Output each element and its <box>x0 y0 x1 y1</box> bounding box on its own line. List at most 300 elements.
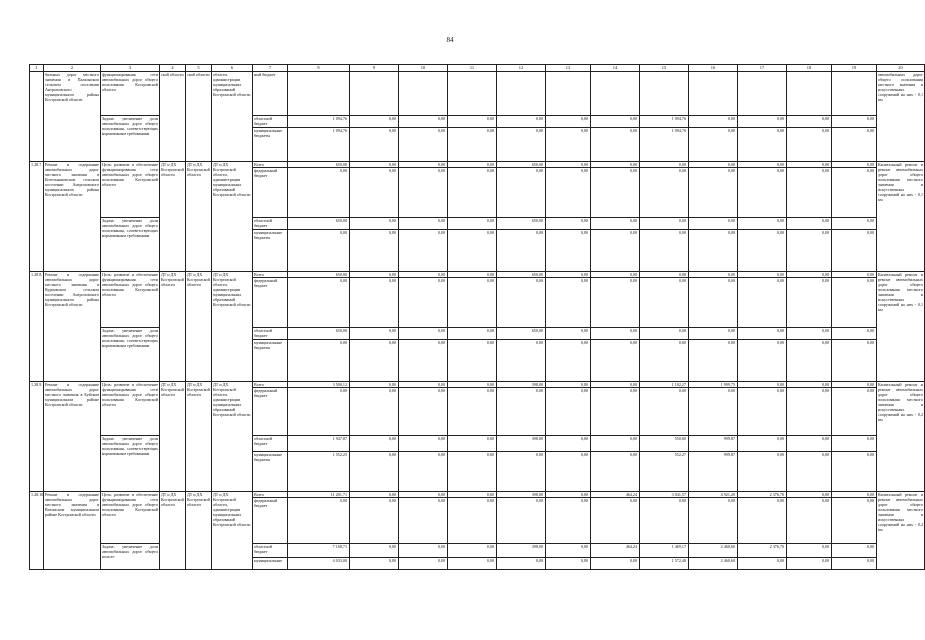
value-cell: 0,00 <box>640 218 689 230</box>
value-cell: 999,87 <box>689 452 738 492</box>
value-cell <box>689 72 738 116</box>
funding-source: Всего <box>253 382 288 388</box>
table-row <box>30 72 925 116</box>
responsible-1: ской области <box>160 72 186 162</box>
value-cell: 0,00 <box>689 128 738 162</box>
header-cell: 5 <box>186 65 212 72</box>
value-cell: 0,00 <box>448 498 497 544</box>
value-cell: 0,00 <box>350 272 399 278</box>
header-cell: 17 <box>738 65 787 72</box>
value-cell: 0,00 <box>640 272 689 278</box>
value-cell: 0,00 <box>787 558 832 570</box>
value-cell: 0,00 <box>787 388 832 436</box>
value-cell: 3 041,57 <box>640 492 689 498</box>
funding-source: Всего <box>253 492 288 498</box>
executor: области, администрации муниципальных образований Костромской области <box>212 72 253 162</box>
expected-result: Капитальный ремонт и ремонт автомобильных дорог общего пользования местного значения и искусственных сооружений на них - 0,1 км <box>877 272 925 382</box>
value-cell: 0,00 <box>738 168 787 218</box>
executor: ДТ и ДХ Костромской области, администрации муниципальных образований Костромской области <box>212 492 253 570</box>
value-cell: 1 094,76 <box>640 128 689 162</box>
value-cell: 0,00 <box>640 162 689 168</box>
value-cell: 0,00 <box>546 492 591 498</box>
value-cell: 0,00 <box>832 382 877 388</box>
measure-name: Ремонт и содержание автомобильных дорог местного значения в Котельниковском сельском поселении Антроповского муниципального района Костромской области <box>44 162 101 272</box>
value-cell: 0,00 <box>350 544 399 558</box>
value-cell: 0,00 <box>399 328 448 340</box>
funding-source: федеральный бюджет <box>253 168 288 218</box>
value-cell: 0,00 <box>738 272 787 278</box>
value-cell: 0,00 <box>832 168 877 218</box>
value-cell: 0,00 <box>591 278 640 328</box>
value-cell: 0,00 <box>546 128 591 162</box>
funding-source: областной бюджет <box>253 116 288 128</box>
value-cell: 0,00 <box>448 382 497 388</box>
value-cell: 0,00 <box>689 168 738 218</box>
value-cell: 0,00 <box>689 272 738 278</box>
value-cell: 0,00 <box>448 218 497 230</box>
value-cell: 0,00 <box>832 452 877 492</box>
value-cell: 0,00 <box>689 162 738 168</box>
value-cell: 0,00 <box>497 388 546 436</box>
value-cell: 0,00 <box>399 162 448 168</box>
value-cell: 0,00 <box>787 128 832 162</box>
value-cell: 0,00 <box>591 128 640 162</box>
funding-source: областной бюджет <box>253 218 288 230</box>
value-cell: 0,00 <box>399 492 448 498</box>
funding-source: Всего <box>253 272 288 278</box>
value-cell: 0,00 <box>350 452 399 492</box>
expected-result: Капитальный ремонт и ремонт автомобильных дорог общего пользования местного значения и искусственных сооружений на них - 0,2 км <box>877 382 925 492</box>
value-cell: 0,00 <box>787 328 832 340</box>
value-cell: 4 921,20 <box>689 492 738 498</box>
value-cell: 0,00 <box>591 340 640 382</box>
value-cell: 0,00 <box>399 498 448 544</box>
header-cell: 16 <box>689 65 738 72</box>
value-cell: 0,00 <box>448 558 497 570</box>
value-cell: 1 572,40 <box>640 558 689 570</box>
value-cell: 0,00 <box>350 128 399 162</box>
header-cell: 20 <box>877 65 925 72</box>
value-cell: 0,00 <box>399 388 448 436</box>
value-cell: 0,00 <box>546 162 591 168</box>
executor: ДТ и ДХ Костромской области, администрации муниципальных образований Костромской области <box>212 272 253 382</box>
measure-name: бильных дорог местного значения в Палкинском сельском поселении Антроповского муниципального района Костромской области <box>44 72 101 162</box>
value-cell: 0,00 <box>787 218 832 230</box>
value-cell: 0,00 <box>591 218 640 230</box>
value-cell: 0,00 <box>350 340 399 382</box>
value-cell: 650,00 <box>288 162 350 168</box>
value-cell: 0,00 <box>787 436 832 452</box>
value-cell: 0,00 <box>832 328 877 340</box>
value-cell: 0,00 <box>689 498 738 544</box>
funding-source: ный бюджет <box>253 72 288 116</box>
value-cell: 464,24 <box>591 544 640 558</box>
value-cell: 650,00 <box>497 328 546 340</box>
value-cell <box>546 72 591 116</box>
value-cell: 0,00 <box>350 492 399 498</box>
header-row <box>30 65 925 72</box>
funding-source: областной бюджет <box>253 544 288 558</box>
value-cell: 0,00 <box>546 544 591 558</box>
value-cell: 0,00 <box>787 230 832 272</box>
value-cell: 0,00 <box>591 558 640 570</box>
header-cell: 15 <box>640 65 689 72</box>
value-cell: 0,00 <box>448 544 497 558</box>
value-cell: 0,00 <box>546 272 591 278</box>
row-code <box>30 72 44 162</box>
funding-source: федеральный бюджет <box>253 498 288 544</box>
value-cell: 0,00 <box>546 340 591 382</box>
header-cell: 9 <box>350 65 399 72</box>
measure-task: Задача: увеличение доли автомобильных дорог общего пользования, соответствующих нормативным требованиям <box>101 116 160 162</box>
measure-target: Цель: развитие и обеспечение функционирования сети автомобильных дорог общего пользования Костромской области <box>101 382 160 436</box>
expected-result: Капитальный ремонт и ремонт автомобильных дорог общего пользования местного значения и искусственных сооружений на них - 0,2 км <box>877 492 925 570</box>
header-cell: 6 <box>212 65 253 72</box>
value-cell: 0,00 <box>350 328 399 340</box>
value-cell: 0,00 <box>448 128 497 162</box>
value-cell: 0,00 <box>497 230 546 272</box>
value-cell: 0,00 <box>399 218 448 230</box>
value-cell: 0,00 <box>640 498 689 544</box>
funding-source: областной бюджет <box>253 328 288 340</box>
responsible-2: ДТ и ДХ Костромской области <box>186 272 212 382</box>
value-cell: 0,00 <box>832 498 877 544</box>
value-cell: 0,00 <box>591 328 640 340</box>
value-cell: 2 376,70 <box>738 492 787 498</box>
value-cell: 0,00 <box>832 492 877 498</box>
responsible-1: ДТ и ДХ Костромской области <box>160 162 186 272</box>
value-cell: 11 201,71 <box>288 492 350 498</box>
measure-target: Цель: развитие и обеспечение функционирования сети автомобильных дорог общего пользования Костромской области <box>101 492 160 544</box>
value-cell: 0,00 <box>448 492 497 498</box>
value-cell: 0,00 <box>350 382 399 388</box>
expected-result: Капитальный ремонт и ремонт автомобильных дорог общего пользования местного значения и искусственных сооружений на них - 0,1 км <box>877 162 925 272</box>
measure-task: Задача: увеличение доли автомобильных дорог общего пользования, соответствующих нормативным требованиям <box>101 218 160 272</box>
value-cell: 0,00 <box>832 558 877 570</box>
value-cell: 0,00 <box>399 436 448 452</box>
header-cell: 7 <box>253 65 288 72</box>
measure-target: функционирования сети автомобильных дорог общего пользования Костромской области <box>101 72 160 116</box>
header-cell: 14 <box>591 65 640 72</box>
responsible-2: ДТ и ДХ Костромской области <box>186 162 212 272</box>
row-code: 1.28.7. <box>30 162 44 272</box>
value-cell: 0,00 <box>448 230 497 272</box>
value-cell: 0,00 <box>832 116 877 128</box>
value-cell: 0,00 <box>350 218 399 230</box>
value-cell: 0,00 <box>832 388 877 436</box>
responsible-1: ДТ и ДХ Костромской области <box>160 492 186 570</box>
value-cell: 0,00 <box>399 382 448 388</box>
header-cell: 4 <box>160 65 186 72</box>
value-cell: 0,00 <box>591 382 640 388</box>
executor: ДТ и ДХ Костромской области, администрации муниципальных образований Костромской области <box>212 382 253 492</box>
value-cell: 0,00 <box>546 436 591 452</box>
funding-source: федеральный бюджет <box>253 278 288 328</box>
header-cell: 8 <box>288 65 350 72</box>
value-cell: 0,00 <box>399 278 448 328</box>
value-cell: 0,00 <box>591 452 640 492</box>
value-cell: 0,00 <box>738 382 787 388</box>
value-cell: 0,00 <box>832 278 877 328</box>
value-cell: 0,00 <box>288 168 350 218</box>
funding-source: федеральный бюджет <box>253 388 288 436</box>
value-cell: 0,00 <box>350 116 399 128</box>
value-cell <box>350 72 399 116</box>
value-cell: 0,00 <box>738 218 787 230</box>
header-cell: 3 <box>101 65 160 72</box>
value-cell: 0,00 <box>787 382 832 388</box>
value-cell: 0,00 <box>350 388 399 436</box>
value-cell: 0,00 <box>787 492 832 498</box>
expected-result: автомобильных дорог общего пользования местного значения и искусственных сооружений на них - 0,1 км <box>877 72 925 162</box>
value-cell: 0,00 <box>787 340 832 382</box>
value-cell: 0,00 <box>640 388 689 436</box>
value-cell: 1 469,17 <box>640 544 689 558</box>
value-cell: 0,00 <box>288 340 350 382</box>
measure-name: Ремонт и содержание автомобильных дорог местного значения в Буйском муниципальном районе Костромской области <box>44 382 101 492</box>
value-cell: 464,24 <box>591 492 640 498</box>
value-cell: 0,00 <box>448 162 497 168</box>
value-cell <box>448 72 497 116</box>
value-cell: 0,00 <box>497 128 546 162</box>
value-cell: 0,00 <box>832 230 877 272</box>
value-cell <box>591 72 640 116</box>
funding-source: муниципальные <box>253 558 288 570</box>
value-cell: 0,00 <box>546 388 591 436</box>
value-cell: 0,00 <box>689 278 738 328</box>
value-cell: 0,00 <box>738 388 787 436</box>
header-cell: 13 <box>546 65 591 72</box>
value-cell: 0,00 <box>448 116 497 128</box>
responsible-2: ДТ и ДХ Костромской области <box>186 382 212 492</box>
value-cell: 0,00 <box>497 278 546 328</box>
funding-source: муниципальные бюджеты <box>253 128 288 162</box>
value-cell: 0,00 <box>787 162 832 168</box>
measure-task: Задача: увеличение доли автомобильных дорог общего пользо- <box>101 544 160 570</box>
value-cell: 0,00 <box>787 116 832 128</box>
row-code: 1.28.8. <box>30 272 44 382</box>
value-cell: 0,00 <box>288 498 350 544</box>
value-cell: 0,00 <box>546 116 591 128</box>
row-code: 1.28.10. <box>30 492 44 570</box>
value-cell: 0,00 <box>832 340 877 382</box>
value-cell: 0,00 <box>497 558 546 570</box>
value-cell: 3 500,12 <box>288 382 350 388</box>
value-cell: 1 999,75 <box>689 382 738 388</box>
value-cell: 0,00 <box>787 452 832 492</box>
value-cell: 0,00 <box>738 328 787 340</box>
value-cell: 1 094,76 <box>640 116 689 128</box>
value-cell: 0,00 <box>832 272 877 278</box>
value-cell: 650,00 <box>497 162 546 168</box>
value-cell: 0,00 <box>399 128 448 162</box>
value-cell: 650,00 <box>288 328 350 340</box>
value-cell: 650,00 <box>497 218 546 230</box>
value-cell: 0,00 <box>640 230 689 272</box>
value-cell: 7 168,71 <box>288 544 350 558</box>
value-cell: 0,00 <box>787 168 832 218</box>
value-cell: 0,00 <box>832 128 877 162</box>
value-cell: 0,00 <box>546 452 591 492</box>
value-cell: 0,00 <box>448 452 497 492</box>
funding-source: муниципальные бюджеты <box>253 230 288 272</box>
value-cell: 0,00 <box>832 436 877 452</box>
funding-source: муниципальные бюджеты <box>253 340 288 382</box>
value-cell: 0,00 <box>546 278 591 328</box>
value-cell: 0,00 <box>546 328 591 340</box>
value-cell: 550,00 <box>640 436 689 452</box>
funding-source: Всего <box>253 162 288 168</box>
value-cell: 0,00 <box>546 382 591 388</box>
value-cell: 0,00 <box>689 328 738 340</box>
value-cell: 0,00 <box>591 116 640 128</box>
value-cell <box>497 72 546 116</box>
value-cell: 1 947,87 <box>288 436 350 452</box>
value-cell: 0,00 <box>738 436 787 452</box>
value-cell: 398,00 <box>497 436 546 452</box>
value-cell: 0,00 <box>399 230 448 272</box>
value-cell: 0,00 <box>832 162 877 168</box>
value-cell: 552,27 <box>640 452 689 492</box>
value-cell: 0,00 <box>787 278 832 328</box>
value-cell: 0,00 <box>689 230 738 272</box>
value-cell: 2 376,70 <box>738 544 787 558</box>
value-cell: 0,00 <box>497 116 546 128</box>
value-cell <box>832 72 877 116</box>
value-cell: 0,00 <box>497 168 546 218</box>
funding-source: муниципальные бюджеты <box>253 452 288 492</box>
value-cell: 999,87 <box>689 436 738 452</box>
measure-target: Цель: развитие и обеспечение функционирования сети автомобильных дорог общего пользования Костромской области <box>101 162 160 218</box>
header-cell: 11 <box>448 65 497 72</box>
responsible-2: ДТ и ДХ Костромской области <box>186 492 212 570</box>
value-cell: 0,00 <box>350 436 399 452</box>
value-cell: 398,00 <box>497 544 546 558</box>
value-cell: 0,00 <box>350 498 399 544</box>
value-cell: 0,00 <box>448 168 497 218</box>
value-cell: 0,00 <box>448 328 497 340</box>
measure-name: Ремонт и содержание автомобильных дорог местного значения в Вохомском муниципальном районе Костромской области <box>44 492 101 570</box>
value-cell: 0,00 <box>591 498 640 544</box>
header-cell: 1 <box>30 65 44 72</box>
value-cell: 1 102,27 <box>640 382 689 388</box>
funding-source: областной бюджет <box>253 436 288 452</box>
value-cell: 0,00 <box>399 168 448 218</box>
value-cell <box>288 72 350 116</box>
budget-table <box>29 64 925 570</box>
value-cell <box>399 72 448 116</box>
value-cell: 0,00 <box>350 558 399 570</box>
measure-target: Цель: развитие и обеспечение функционирования сети автомобильных дорог общего пользования Костромской области <box>101 272 160 328</box>
value-cell: 0,00 <box>399 558 448 570</box>
header-cell: 19 <box>832 65 877 72</box>
value-cell: 0,00 <box>288 388 350 436</box>
value-cell: 0,00 <box>738 452 787 492</box>
value-cell: 0,00 <box>689 340 738 382</box>
value-cell: 0,00 <box>640 328 689 340</box>
value-cell: 0,00 <box>288 230 350 272</box>
value-cell: 1 094,76 <box>288 116 350 128</box>
value-cell: 0,00 <box>738 498 787 544</box>
value-cell: 0,00 <box>399 340 448 382</box>
responsible-1: ДТ и ДХ Костромской области <box>160 272 186 382</box>
value-cell: 0,00 <box>738 278 787 328</box>
value-cell: 2 460,60 <box>689 544 738 558</box>
value-cell <box>787 72 832 116</box>
value-cell: 0,00 <box>787 498 832 544</box>
value-cell: 0,00 <box>448 278 497 328</box>
value-cell: 0,00 <box>497 452 546 492</box>
value-cell: 0,00 <box>738 558 787 570</box>
value-cell: 0,00 <box>738 340 787 382</box>
value-cell: 0,00 <box>689 388 738 436</box>
value-cell <box>738 72 787 116</box>
value-cell: 0,00 <box>591 388 640 436</box>
value-cell: 0,00 <box>640 278 689 328</box>
header-cell: 10 <box>399 65 448 72</box>
responsible-1: ДТ и ДХ Костромской области <box>160 382 186 492</box>
value-cell: 398,00 <box>497 382 546 388</box>
value-cell: 650,00 <box>497 272 546 278</box>
value-cell: 1 552,25 <box>288 452 350 492</box>
value-cell: 0,00 <box>640 168 689 218</box>
value-cell: 0,00 <box>350 168 399 218</box>
value-cell: 0,00 <box>689 116 738 128</box>
value-cell: 0,00 <box>350 278 399 328</box>
value-cell: 650,00 <box>288 272 350 278</box>
value-cell: 0,00 <box>448 388 497 436</box>
measure-task: Задача: увеличение доли автомобильных дорог общего пользования, соответствующих нормативным требованиям <box>101 436 160 492</box>
value-cell: 0,00 <box>546 498 591 544</box>
value-cell: 4 033,00 <box>288 558 350 570</box>
value-cell: 0,00 <box>546 558 591 570</box>
value-cell: 0,00 <box>689 218 738 230</box>
value-cell: 0,00 <box>448 436 497 452</box>
value-cell: 398,00 <box>497 492 546 498</box>
responsible-2: ской области <box>186 72 212 162</box>
value-cell: 0,00 <box>787 272 832 278</box>
value-cell <box>640 72 689 116</box>
measure-task: Задача: увеличение доли автомобильных дорог общего пользования, соответствующих нормативным требованиям <box>101 328 160 382</box>
value-cell: 0,00 <box>591 436 640 452</box>
value-cell: 0,00 <box>832 544 877 558</box>
value-cell: 0,00 <box>738 116 787 128</box>
value-cell: 0,00 <box>288 278 350 328</box>
value-cell: 0,00 <box>591 272 640 278</box>
measure-name: Ремонт и содержание автомобильных дорог местного значения в Курновском сельском поселении Антроповского муниципального района Костромской области <box>44 272 101 382</box>
value-cell: 0,00 <box>738 128 787 162</box>
value-cell: 0,00 <box>399 544 448 558</box>
value-cell: 0,00 <box>399 116 448 128</box>
header-cell: 18 <box>787 65 832 72</box>
value-cell: 0,00 <box>399 452 448 492</box>
value-cell: 0,00 <box>448 272 497 278</box>
value-cell: 0,00 <box>591 168 640 218</box>
value-cell: 0,00 <box>448 340 497 382</box>
header-cell: 12 <box>497 65 546 72</box>
value-cell: 0,00 <box>546 230 591 272</box>
value-cell: 0,00 <box>640 340 689 382</box>
value-cell: 0,00 <box>738 230 787 272</box>
value-cell: 0,00 <box>738 162 787 168</box>
value-cell: 0,00 <box>399 272 448 278</box>
value-cell: 0,00 <box>350 162 399 168</box>
value-cell: 0,00 <box>350 230 399 272</box>
page-number: 84 <box>446 36 454 44</box>
row-code: 1.28.9. <box>30 382 44 492</box>
value-cell: 0,00 <box>591 162 640 168</box>
value-cell: 1 094,76 <box>288 128 350 162</box>
